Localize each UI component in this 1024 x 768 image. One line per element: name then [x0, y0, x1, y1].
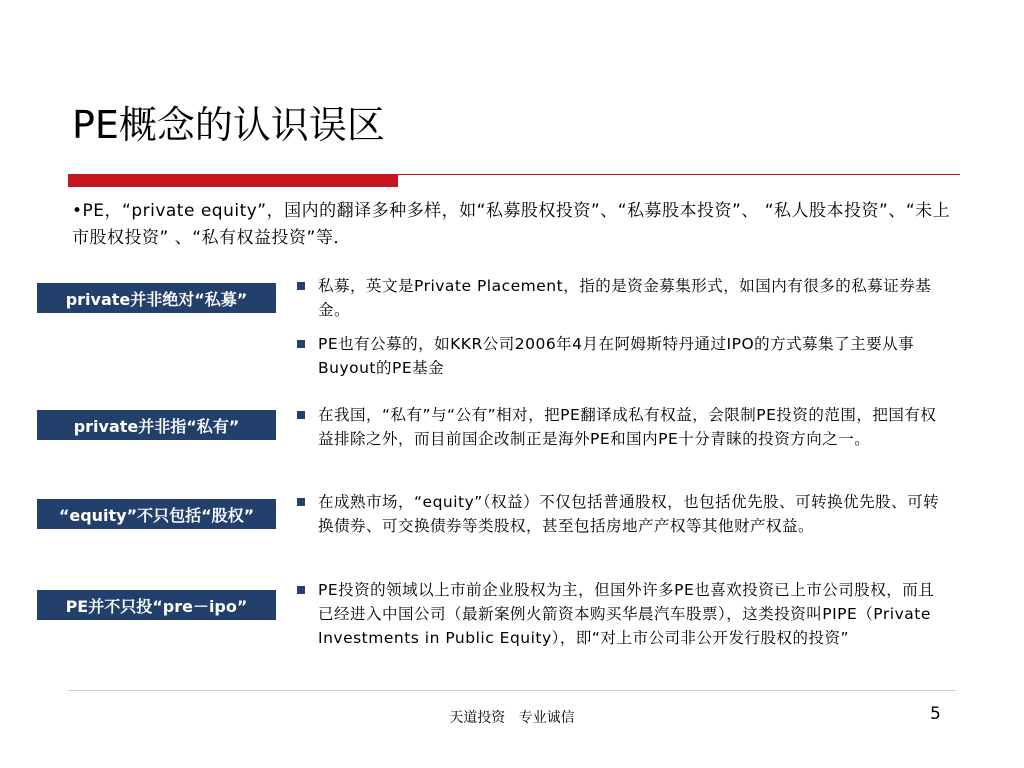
bullet-text: 在我国，“私有”与“公有”相对，把PE翻译成私有权益，会限制PE投资的范围，把国有权益排除之外，而目前国企改制正是海外PE和国内PE十分青睐的投资方向之一。: [318, 406, 937, 448]
section-label-private-not-private-placement: private并非绝对“私募”: [37, 283, 276, 313]
square-bullet-icon: [297, 411, 305, 419]
bullet-text: PE也有公募的，如KKR公司2006年4月在阿姆斯特丹通过IPO的方式募集了主要从事Buyout的PE基金: [318, 335, 915, 377]
title-accent-bar: [68, 174, 398, 187]
section-label-private-not-private-ownership: private并非指“私有”: [37, 410, 276, 440]
section-points-3: [297, 490, 947, 538]
square-bullet-icon: [297, 498, 305, 506]
bullet-point: [297, 490, 947, 538]
bullet-point: [297, 578, 947, 650]
footer-slogan: 天道投资 专业诚信: [449, 710, 575, 726]
title-divider-line: [398, 174, 960, 175]
bullet-text: PE投资的领域以上市前企业股权为主，但国外许多PE也喜欢投资已上市公司股权，而且已经进入中国公司（最新案例火箭资本购买华晨汽车股票），这类投资叫PIPE（Private Investments in Public Equity），即“对上市公司非公开发行股权的投资”: [318, 581, 935, 647]
bullet-point: [297, 332, 947, 380]
bullet-point: [297, 403, 947, 451]
page-number: 5: [930, 704, 941, 724]
section-label-equity-not-only-shares: “equity”不只包括“股权”: [37, 499, 276, 529]
square-bullet-icon: [297, 282, 305, 290]
section-label-pe-not-only-pre-ipo: PE并不只投“pre－ipo”: [37, 590, 276, 620]
square-bullet-icon: [297, 586, 305, 594]
bullet-text: 在成熟市场，“equity”（权益）不仅包括普通股权，也包括优先股、可转换优先股、可转换债券、可交换债券等类股权，甚至包括房地产产权等其他财产权益。: [318, 493, 940, 535]
bullet-point: [297, 274, 947, 322]
square-bullet-icon: [297, 340, 305, 348]
section-points-4: [297, 578, 947, 650]
bullet-text: 私募，英文是Private Placement，指的是资金募集形式，如国内有很多的私募证券基金。: [318, 277, 932, 319]
footer-divider-line: [68, 690, 956, 691]
section-points-1: [297, 274, 947, 380]
intro-paragraph: •PE，“private equity”，国内的翻译多种多样，如“私募股权投资”、“私募股本投资”、 “私人股本投资”、“未上市股权投资” 、“私有权益投资”等．: [72, 201, 951, 248]
section-points-2: [297, 403, 947, 451]
slide-title: PE概念的认识误区: [72, 103, 385, 147]
